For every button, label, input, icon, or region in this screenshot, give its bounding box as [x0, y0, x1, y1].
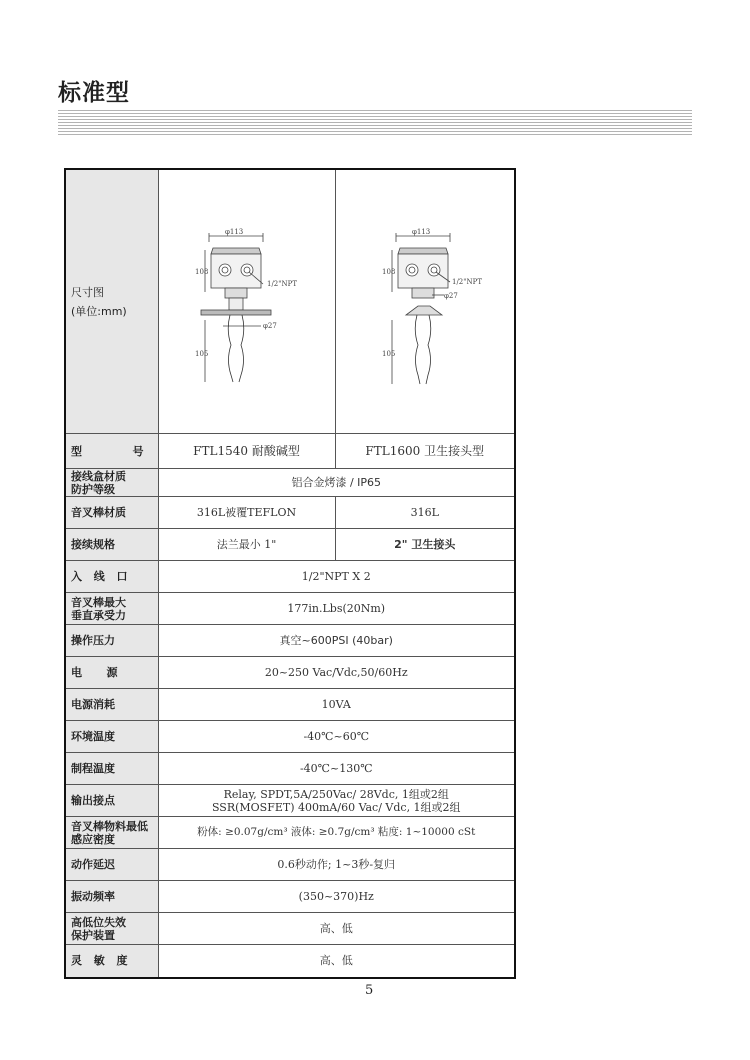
row-process-temp [65, 753, 515, 785]
fork-material-ftl1600: 316L [335, 497, 515, 529]
failsafe-value: 高、低 [158, 913, 515, 945]
delay-label: 动作延迟 [65, 849, 158, 881]
row-output [65, 785, 515, 817]
force-label: 音叉棒最大 垂直承受力 [65, 593, 158, 625]
consumption-value: 10VA [158, 689, 515, 721]
entry-label: 入 线 口 [65, 561, 158, 593]
row-entry [65, 561, 515, 593]
spec-table [64, 168, 516, 979]
row-delay [65, 849, 515, 881]
process-temp-value: -40℃~130℃ [158, 753, 515, 785]
model-label: 型 号 [65, 434, 158, 469]
power-label: 电 源 [65, 657, 158, 689]
drawing-ftl1540-svg [159, 170, 334, 430]
row-force [65, 593, 515, 625]
pressure-value: 真空~600PSI (40bar) [158, 625, 515, 657]
width-dimension-text: φ113 [225, 228, 244, 236]
ambient-label: 环境温度 [65, 721, 158, 753]
density-value: 粉体: ≥0.07g/cm³ 液体: ≥0.7g/cm³ 粘度: 1~10000 cSt [158, 817, 515, 849]
dia-dimension-text: φ27 [263, 322, 277, 330]
housing-value: 铝合金烤漆 / IP65 [158, 469, 515, 497]
npt-callout-text: 1/2"NPT [451, 278, 482, 286]
row-sensitivity [65, 945, 515, 978]
output-value: Relay, SPDT,5A/250Vac/ 28Vdc, 1组或2组 SSR(MOSFET) 400mA/60 Vac/ Vdc, 1组或2组 [158, 785, 515, 817]
pressure-label: 操作压力 [65, 625, 158, 657]
process-temp-label: 制程温度 [65, 753, 158, 785]
width-dimension-text: φ113 [411, 228, 431, 236]
power-value: 20~250 Vac/Vdc,50/60Hz [158, 657, 515, 689]
model-ftl1600: FTL1600 卫生接头型 [335, 434, 515, 469]
sensitivity-value: 高、低 [158, 945, 515, 978]
row-housing [65, 469, 515, 497]
density-label: 音叉棒物料最低 感应密度 [65, 817, 158, 849]
dimension-label: 尺寸图 (单位:mm) [65, 169, 158, 434]
row-consumption [65, 689, 515, 721]
npt-callout-text: 1/2"NPT [267, 280, 297, 288]
fork-material-ftl1540: 316L被覆TEFLON [158, 497, 335, 529]
page-title: 标准型 [58, 80, 130, 106]
row-frequency [65, 881, 515, 913]
row-model [65, 434, 515, 469]
connection-ftl1600: 2" 卫生接头 [335, 529, 515, 561]
drawing-ftl1540 [158, 169, 335, 434]
drawing-ftl1600 [335, 169, 515, 434]
force-value: 177in.Lbs(20Nm) [158, 593, 515, 625]
entry-value: 1/2"NPT X 2 [158, 561, 515, 593]
row-dimension [65, 169, 515, 434]
row-connection [65, 529, 515, 561]
height-bottom-dimension-text: 105 [195, 350, 209, 358]
dia-dimension-text: φ27 [443, 292, 458, 300]
frequency-label: 振动频率 [65, 881, 158, 913]
row-failsafe [65, 913, 515, 945]
row-power [65, 657, 515, 689]
consumption-label: 电源消耗 [65, 689, 158, 721]
row-density [65, 817, 515, 849]
model-ftl1540: FTL1540 耐酸碱型 [158, 434, 335, 469]
housing-label: 接线盒材质 防护等级 [65, 469, 158, 497]
sensitivity-label: 灵 敏 度 [65, 945, 158, 978]
ambient-value: -40℃~60℃ [158, 721, 515, 753]
failsafe-label: 高低位失效 保护装置 [65, 913, 158, 945]
height-top-dimension-text: 108 [381, 268, 396, 276]
title-stripe-divider [58, 110, 692, 137]
row-ambient [65, 721, 515, 753]
row-fork-material [65, 497, 515, 529]
height-top-dimension-text: 108 [195, 268, 209, 276]
height-bottom-dimension-text: 105 [381, 350, 396, 358]
page-number: 5 [365, 983, 374, 998]
row-pressure [65, 625, 515, 657]
drawing-ftl1600-svg [336, 170, 514, 430]
fork-material-label: 音叉棒材质 [65, 497, 158, 529]
delay-value: 0.6秒动作; 1~3秒-复归 [158, 849, 515, 881]
connection-label: 接续规格 [65, 529, 158, 561]
connection-ftl1540: 法兰最小 1" [158, 529, 335, 561]
output-label: 输出接点 [65, 785, 158, 817]
frequency-value: (350~370)Hz [158, 881, 515, 913]
